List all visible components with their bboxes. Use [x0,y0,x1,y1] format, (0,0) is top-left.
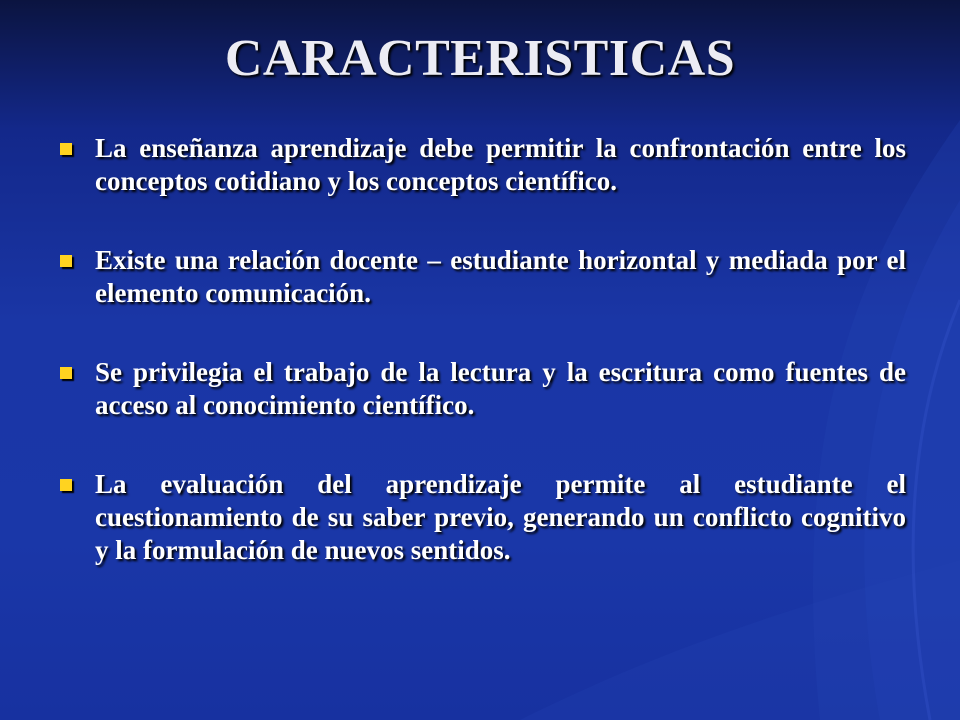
square-bullet-icon [60,367,72,379]
bullet-text: La enseñanza aprendizaje debe permitir la confrontación entre los conceptos cotidiano y los conceptos científico. [95,133,906,196]
bullet-text: Se privilegia el trabajo de la lectura y la escritura como fuentes de acceso al conocimiento científico. [95,357,906,420]
square-bullet-icon [60,479,72,491]
bullet-item [58,244,906,310]
bullet-item [58,356,906,422]
bullet-text: Existe una relación docente – estudiante horizontal y mediada por el elemento comunicación. [95,245,906,308]
slide-title: CARACTERISTICAS [224,30,736,87]
square-bullet-icon [60,143,72,155]
bullet-text: La evaluación del aprendizaje permite al estudiante el cuestionamiento de su saber previo, generando un conflicto cognitivo y la formulación de nuevos sentidos. [95,469,906,565]
square-bullet-icon [60,255,72,267]
bullet-item [58,132,906,198]
bullet-item [58,468,906,567]
bullet-list [58,132,906,613]
